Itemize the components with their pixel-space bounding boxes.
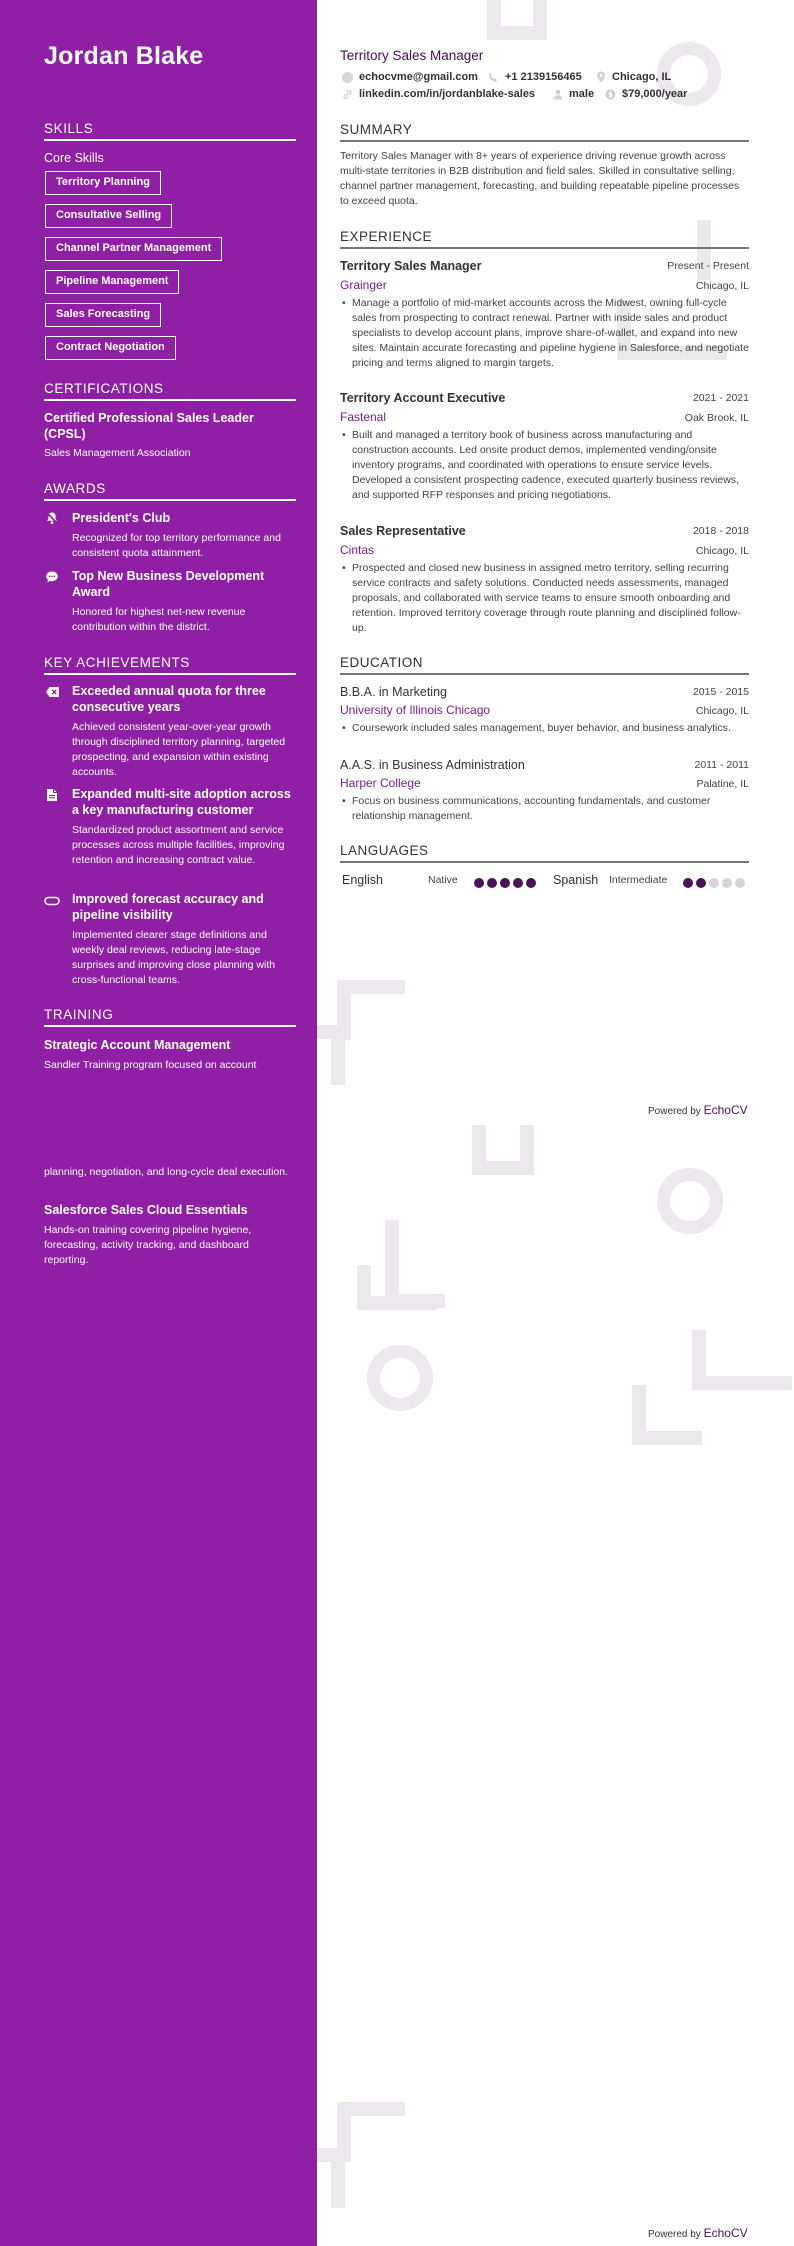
training-description: Hands-on training covering pipeline hygiene, forecasting, activity tracking, and dashboard reporting. <box>44 1224 252 1266</box>
contact-linkedin <box>342 88 535 100</box>
linkedin-text: linkedin.com/in/jordanblake-sales <box>359 88 536 100</box>
backspace-icon <box>44 684 60 700</box>
contact-salary <box>605 88 687 100</box>
powered-by-label: Powered by <box>648 1106 701 1117</box>
award-title: President's Club <box>72 511 171 525</box>
language-rating <box>474 875 539 893</box>
deco-shape <box>331 1025 345 1085</box>
skill-tag: Sales Forecasting <box>45 303 161 327</box>
achievement-title: Exceeded annual quota for three consecutive years <box>72 684 266 714</box>
deco-ring <box>657 1168 723 1234</box>
training-description: Sandler Training program focused on account <box>44 1059 257 1071</box>
award-title: Top New Business Development Award <box>72 569 265 599</box>
job-role: Sales Representative <box>340 524 466 538</box>
school: University of Illinois Chicago <box>340 703 491 717</box>
skills-section-title: SKILLS <box>44 121 296 141</box>
achievement-title: Improved forecast accuracy and pipeline visibility <box>72 892 264 922</box>
rating-dot-filled <box>474 878 484 888</box>
email-text: echocvme@gmail.com <box>359 71 478 83</box>
money-icon <box>605 89 616 100</box>
contact-location <box>596 71 671 83</box>
rating-dot-filled <box>513 878 523 888</box>
location-text: Chicago, IL <box>612 71 672 83</box>
contact-phone <box>488 71 582 83</box>
job-company: Grainger <box>340 278 387 292</box>
job-description: • Prospected and closed new business in assigned metro territory, selling recurring service contracts and safety solutions. Conducted needs assessments, managed proposals, and collaborated with service teams to ensure smooth onboarding and retention. Improved territory coverage through route planning and disciplined follow-up. <box>342 561 749 636</box>
education-description: • Focus on business communications, accounting fundamentals, and customer relationship management. <box>342 794 749 824</box>
powered-by <box>648 2226 748 2240</box>
language-level: Intermediate <box>609 874 668 886</box>
rating-dot-empty <box>709 878 719 888</box>
contact-email <box>342 71 478 83</box>
job-company: Fastenal <box>340 410 387 424</box>
candidate-name: Jordan Blake <box>44 42 204 70</box>
awards-section-title: AWARDS <box>44 481 296 501</box>
rating-dot-empty <box>722 878 732 888</box>
deco-shape <box>487 0 547 40</box>
certifications-section-title: CERTIFICATIONS <box>44 381 296 401</box>
languages-section-title: LANGUAGES <box>340 843 749 863</box>
svg-text:$: $ <box>608 90 613 99</box>
brand-logo: EchoCV <box>703 1103 748 1117</box>
summary-section-title: SUMMARY <box>340 122 749 142</box>
achievement-description: Standardized product assortment and service processes across multiple facilities, improving retention and increasing contract value. <box>72 824 285 866</box>
skill-tag: Contract Negotiation <box>45 336 176 360</box>
rating-dot-empty <box>735 878 745 888</box>
phone-icon <box>488 72 499 83</box>
school-location: Palatine, IL <box>696 778 749 790</box>
rating-dot-filled <box>487 878 497 888</box>
training-description-continued: planning, negotiation, and long-cycle deal execution. <box>44 1166 289 1178</box>
skill-tag: Territory Planning <box>45 171 161 195</box>
core-skills-label: Core Skills <box>44 151 104 165</box>
job-description: • Built and managed a territory book of business across manufacturing and construction accounts. Led onsite product demos, implemented vending/onsite inventory programs, and coordinated with operations to ensure service levels. Developed a consistent prospecting cadence, executed quarterly business reviews, and supported RFP responses and pricing negotiations. <box>342 428 749 503</box>
job-location: Oak Brook, IL <box>684 412 749 424</box>
skill-tag: Consultative Selling <box>45 204 172 228</box>
link-icon <box>342 89 353 100</box>
deco-shape <box>337 980 405 1040</box>
language-rating <box>683 875 748 893</box>
language-name: English <box>342 873 383 887</box>
education-description: • Coursework included sales management, buyer behavior, and business analytics. <box>342 721 749 736</box>
deco-shape <box>632 1385 702 1445</box>
email-icon <box>342 72 353 83</box>
phone-text: +1 2139156465 <box>505 71 582 83</box>
deco-shape <box>472 1125 534 1175</box>
rating-dot-filled <box>683 878 693 888</box>
job-dates: 2021 - 2021 <box>692 392 749 404</box>
language-name: Spanish <box>553 873 599 887</box>
job-role: Territory Sales Manager <box>340 259 482 273</box>
skill-tag: Pipeline Management <box>45 270 179 294</box>
training-section-title: TRAINING <box>44 1007 296 1027</box>
salary-text: $79,000/year <box>622 88 688 100</box>
job-role: Territory Account Executive <box>340 391 506 405</box>
education-dates: 2015 - 2015 <box>692 686 749 698</box>
skill-tag: Channel Partner Management <box>45 237 222 261</box>
achievement-title: Expanded multi-site adoption across a key manufacturing customer <box>72 787 291 817</box>
job-description: • Manage a portfolio of mid-market accounts across the Midwest, owning full-cycle sales from prospecting to contract renewal. Partner with inside sales and product specialists to develop account plans, improve share-of-wallet, and expand into new sites. Maintain accurate forecasting and pipeline hygiene in Salesforce, and negotiate pricing and terms aligned to margin targets. <box>342 296 749 371</box>
education-dates: 2011 - 2011 <box>694 759 749 771</box>
toggle-outline-icon <box>44 893 60 909</box>
gender-text: male <box>569 88 595 100</box>
certification-issuer: Sales Management Association <box>44 447 191 459</box>
school: Harper College <box>340 776 421 790</box>
experience-section-title: EXPERIENCE <box>340 229 749 249</box>
achievement-description: Implemented clearer stage definitions and weekly deal reviews, reducing late-stage surprises and improving close planning with cross-functional teams. <box>72 929 276 986</box>
bell-off-icon <box>44 510 60 526</box>
training-title: Strategic Account Management <box>44 1038 231 1052</box>
education-section-title: EDUCATION <box>340 655 749 675</box>
deco-shape <box>357 1270 437 1310</box>
rating-dot-filled <box>500 878 510 888</box>
person-icon <box>553 89 563 100</box>
document-icon <box>44 787 60 803</box>
powered-by-label: Powered by <box>648 2229 701 2240</box>
deco-ring <box>367 1345 433 1411</box>
rating-dot-filled <box>696 878 706 888</box>
job-location: Chicago, IL <box>695 545 749 557</box>
degree: B.B.A. in Marketing <box>340 685 447 699</box>
headline: Territory Sales Manager <box>340 48 484 63</box>
deco-shape <box>692 1330 792 1390</box>
achievement-description: Achieved consistent year-over-year growth through disciplined territory planning, targeted prospecting, and expansion within existing accounts. <box>72 721 286 778</box>
training-title: Salesforce Sales Cloud Essentials <box>44 1203 248 1217</box>
job-company: Cintas <box>340 543 375 557</box>
deco-shape <box>331 2148 345 2208</box>
job-dates: Present - Present <box>667 260 749 272</box>
chat-bubble-icon <box>44 569 60 585</box>
contact-gender <box>553 88 594 100</box>
deco-shape <box>337 2102 405 2162</box>
brand-logo: EchoCV <box>703 2226 748 2240</box>
rating-dot-filled <box>526 878 536 888</box>
certification-name: Certified Professional Sales Leader (CPSL) <box>44 411 254 441</box>
language-level: Native <box>428 874 458 886</box>
school-location: Chicago, IL <box>695 705 749 717</box>
location-pin-icon <box>596 71 606 83</box>
job-dates: 2018 - 2018 <box>692 525 749 537</box>
degree: A.A.S. in Business Administration <box>340 758 525 772</box>
summary-text: Territory Sales Manager with 8+ years of experience driving revenue growth across multi-state territories in B2B distribution and field sales. Skilled in consultative selling, channel partner management, forecasting, and building repeatable pipeline processes to exceed quota. <box>340 150 740 207</box>
key-achievements-section-title: KEY ACHIEVEMENTS <box>44 655 296 675</box>
job-location: Chicago, IL <box>695 280 749 292</box>
award-description: Recognized for top territory performance and consistent quota attainment. <box>72 532 281 559</box>
powered-by <box>648 1103 748 1117</box>
award-description: Honored for highest net-new revenue contribution within the district. <box>72 606 246 633</box>
